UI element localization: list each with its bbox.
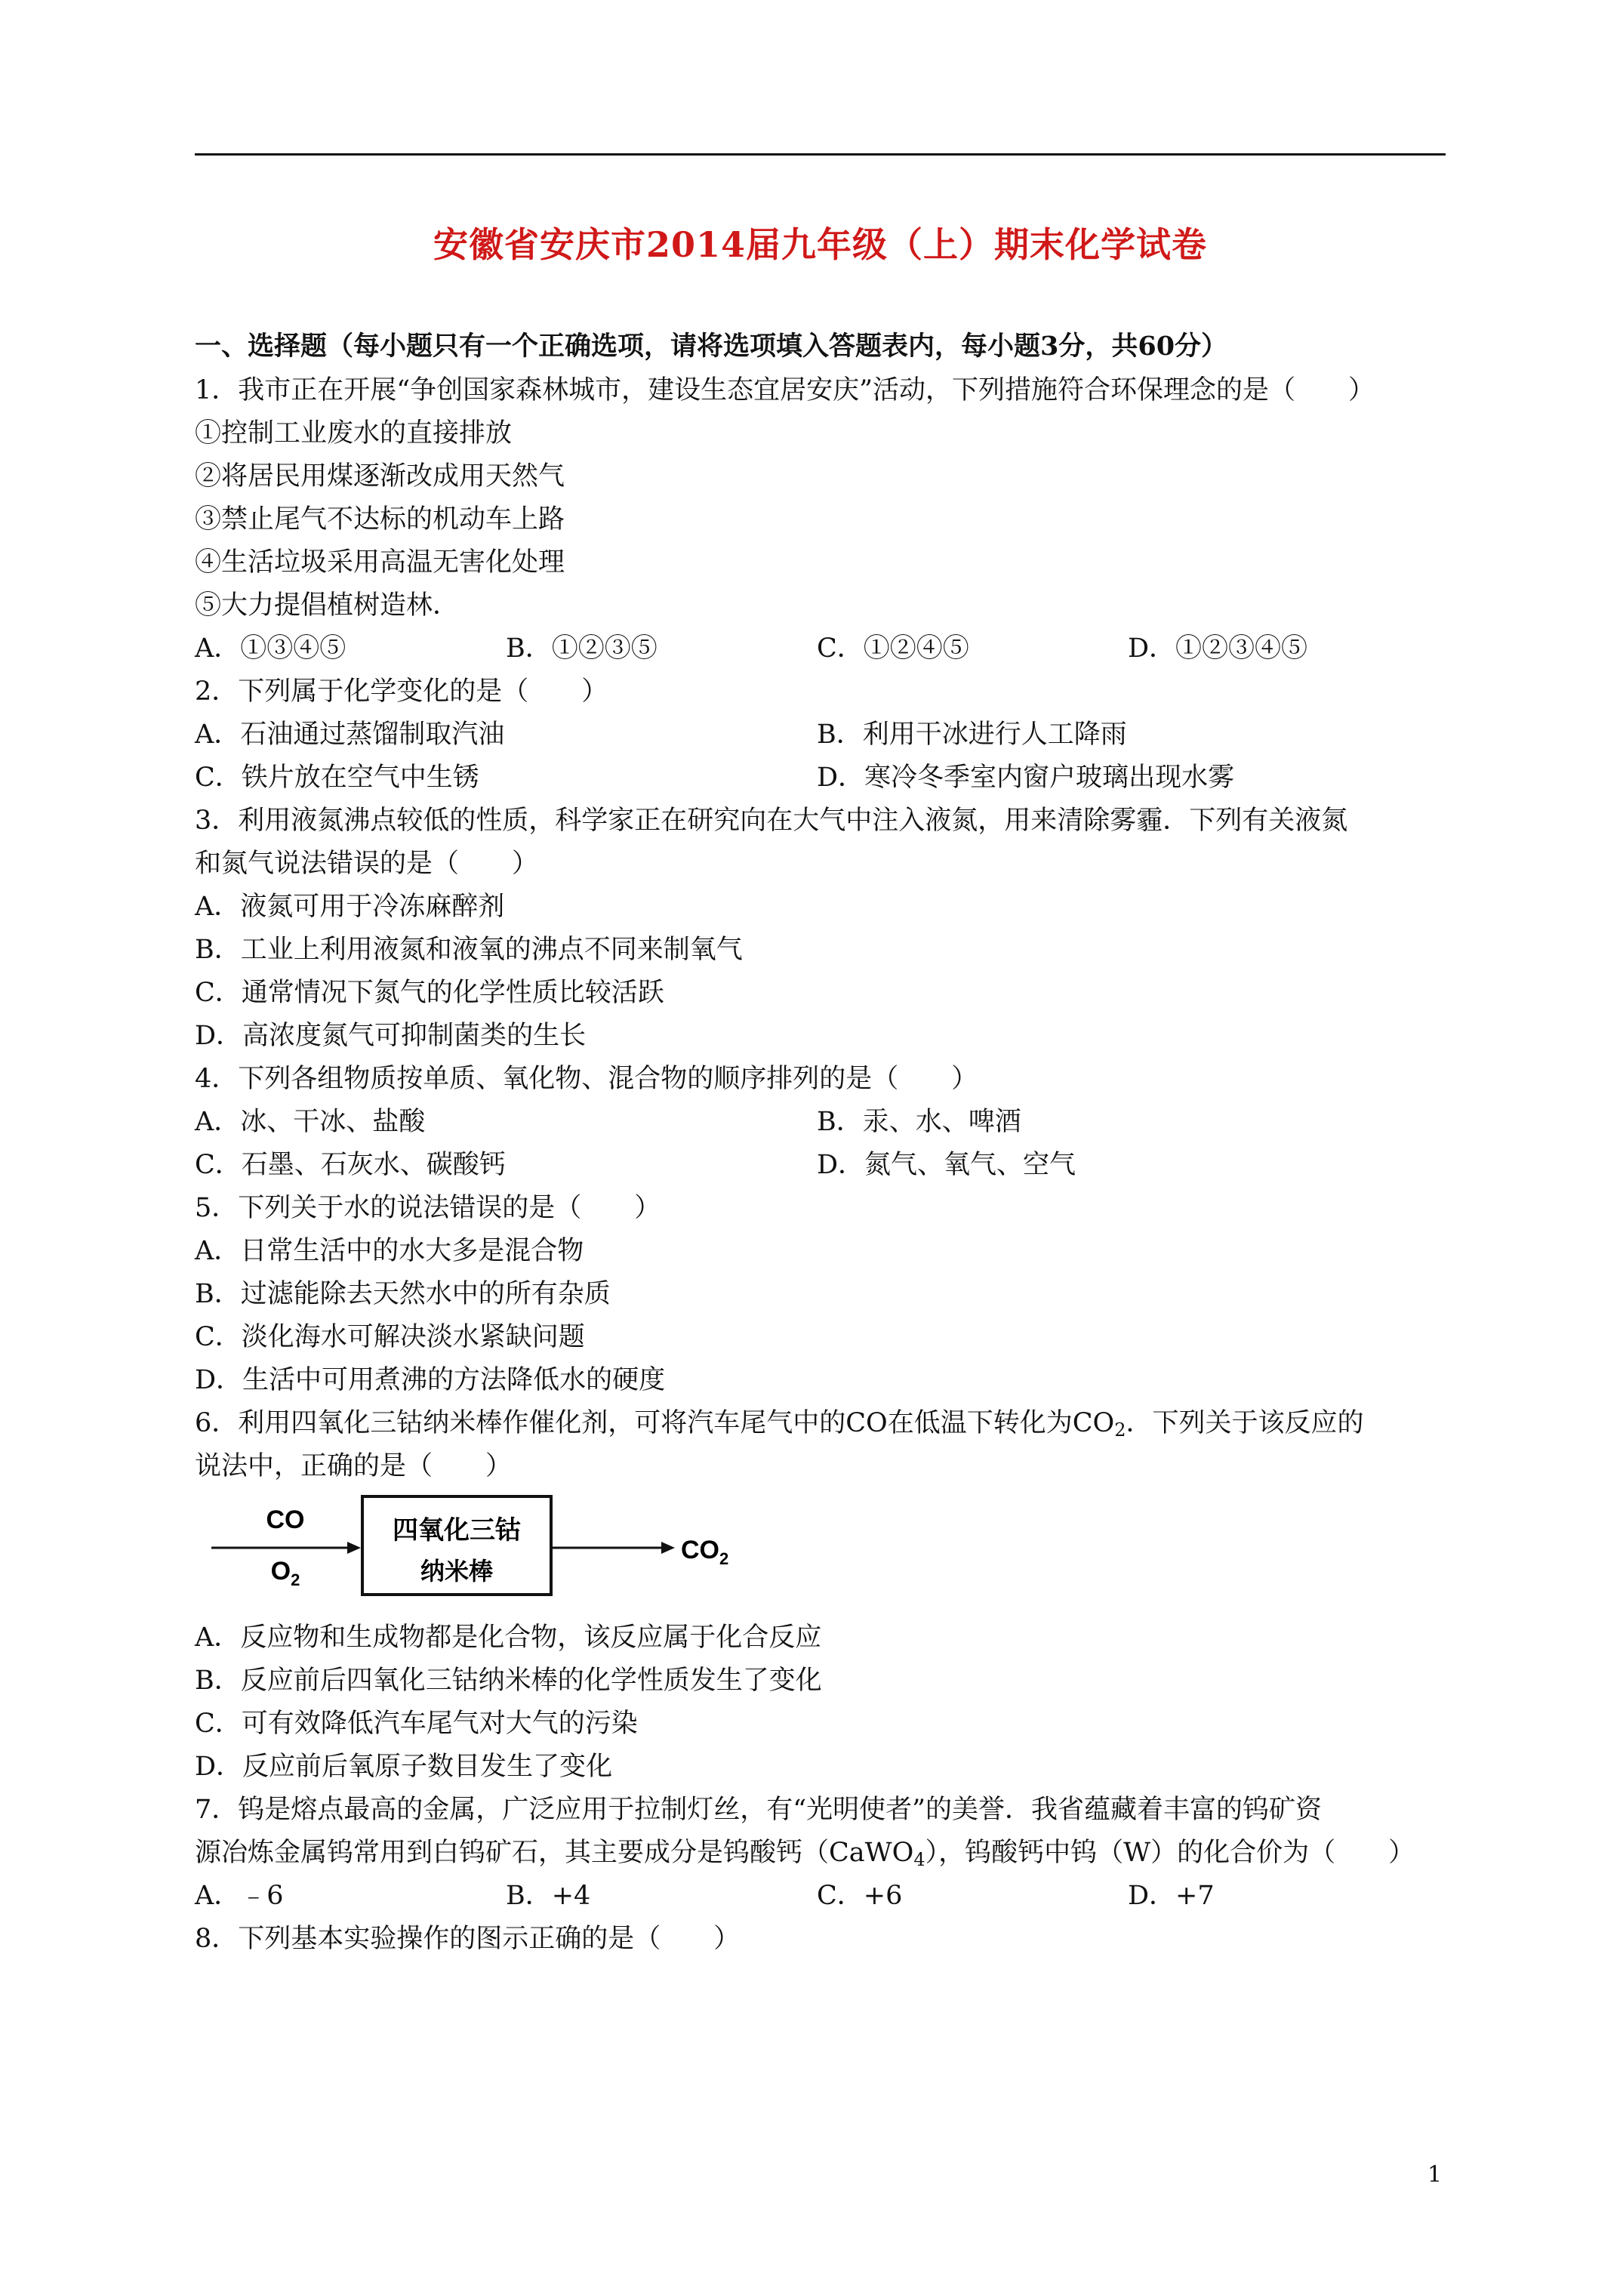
question-1-option-a: A．①③④⑤ [195, 633, 346, 664]
question-4-stem: 4．下列各组物质按单质、氧化物、混合物的顺序排列的是（ ） [195, 1064, 978, 1094]
question-6-option-d: D．反应前后氧原子数目发生了变化 [195, 1752, 613, 1782]
question-6-option-a: A．反应物和生成物都是化合物，该反应属于化合反应 [195, 1623, 822, 1653]
question-2-option-c: C．铁片放在空气中生锈 [195, 763, 479, 793]
question-3-stem: 和氮气说法错误的是（ ） [195, 849, 539, 879]
question-3-option-b: B．工业上利用液氮和液氧的沸点不同来制氧气 [195, 935, 743, 965]
output-arrowhead [661, 1542, 675, 1554]
catalyst-label-line1: 四氧化三钴 [393, 1515, 521, 1546]
question-1-option-c: C．①②④⑤ [817, 633, 969, 664]
section-heading: 一、选择题（每小题只有一个正确选项，请将选项填入答题表内，每小题3分，共60分） [195, 331, 1228, 362]
question-3-stem: 3．利用液氮沸点较低的性质，科学家正在研究向在大气中注入液氮，用来清除雾霾．下列有关液氮 [195, 806, 1348, 836]
question-6-option-c: C．可有效降低汽车尾气对大气的污染 [195, 1709, 638, 1739]
question-7-option-b: B．+4 [506, 1881, 591, 1911]
question-3-option-a: A．液氮可用于冷冻麻醉剂 [195, 892, 505, 922]
question-4-option-c: C．石墨、石灰水、碳酸钙 [195, 1150, 506, 1180]
reaction-diagram [204, 1486, 747, 1607]
page-number: 1 [1427, 2162, 1443, 2188]
question-5-option-b: B．过滤能除去天然水中的所有杂质 [195, 1279, 611, 1309]
question-5-option-a: A．日常生活中的水大多是混合物 [195, 1236, 584, 1266]
reactant-co-label: CO [266, 1505, 305, 1534]
input-arrowhead [347, 1542, 361, 1554]
question-3-option-d: D．高浓度氮气可抑制菌类的生长 [195, 1021, 587, 1051]
question-1-option-b: B．①②③⑤ [506, 633, 658, 664]
reactant-o2-label: $O_2$ [270, 1557, 300, 1589]
question-4-option-d: D．氮气、氧气、空气 [817, 1150, 1076, 1180]
question-2-option-a: A．石油通过蒸馏制取汽油 [195, 720, 505, 750]
question-7-stem: 7．钨是熔点最高的金属，广泛应用于拉制灯丝，有“光明使者”的美誉．我省蕴藏着丰富的钨矿资 [195, 1795, 1323, 1825]
question-1-item: ②将居民用煤逐渐改成用天然气 [195, 461, 565, 492]
question-7-option-a: A．﹣6 [195, 1881, 284, 1911]
question-8-stem: 8．下列基本实验操作的图示正确的是（ ） [195, 1924, 741, 1954]
question-6-stem: 6．利用四氧化三钴纳米棒作催化剂，可将汽车尾气中的CO在低温下转化为$CO_2$．下列关于该反应的 [195, 1408, 1364, 1441]
product-co2-label: $CO_2$ [681, 1536, 729, 1568]
question-5-stem: 5．下列关于水的说法错误的是（ ） [195, 1193, 661, 1223]
question-1-item: ⑤大力提倡植树造林． [195, 590, 460, 621]
question-6-stem: 说法中，正确的是（ ） [195, 1451, 513, 1481]
question-5-option-c: C．淡化海水可解决淡水紧缺问题 [195, 1322, 585, 1352]
question-1-option-d: D．①②③④⑤ [1128, 633, 1308, 664]
question-1-item: ①控制工业废水的直接排放 [195, 418, 513, 448]
question-4-option-a: A．冰、干冰、盐酸 [195, 1107, 426, 1137]
question-3-option-c: C．通常情况下氮气的化学性质比较活跃 [195, 978, 664, 1008]
page-title: 安徽省安庆市2014届九年级（上）期末化学试卷 [433, 224, 1208, 265]
header-rule [195, 153, 1446, 156]
question-2-stem: 2．下列属于化学变化的是（ ） [195, 676, 608, 707]
question-1-item: ③禁止尾气不达标的机动车上路 [195, 504, 565, 535]
question-1-item: ④生活垃圾采用高温无害化处理 [195, 547, 565, 578]
question-1-stem: 1．我市正在开展“争创国家森林城市，建设生态宜居安庆”活动，下列措施符合环保理念的是（ ） [195, 375, 1375, 405]
question-2-option-d: D．寒冷冬季室内窗户玻璃出现水雾 [817, 763, 1235, 793]
question-4-option-b: B．汞、水、啤酒 [817, 1107, 1021, 1137]
question-7-option-c: C．+6 [817, 1881, 903, 1911]
question-2-option-b: B．利用干冰进行人工降雨 [817, 720, 1127, 750]
question-7-option-d: D．+7 [1128, 1881, 1215, 1911]
question-6-option-b: B．反应前后四氧化三钴纳米棒的化学性质发生了变化 [195, 1666, 822, 1696]
question-5-option-d: D．生活中可用煮沸的方法降低水的硬度 [195, 1365, 666, 1395]
question-7-stem: 源冶炼金属钨常用到白钨矿石，其主要成分是钨酸钙（CaWO$_4$），钨酸钙中钨（W）的化合价为（ ） [195, 1838, 1415, 1870]
catalyst-label-line2: 纳米棒 [420, 1557, 494, 1586]
